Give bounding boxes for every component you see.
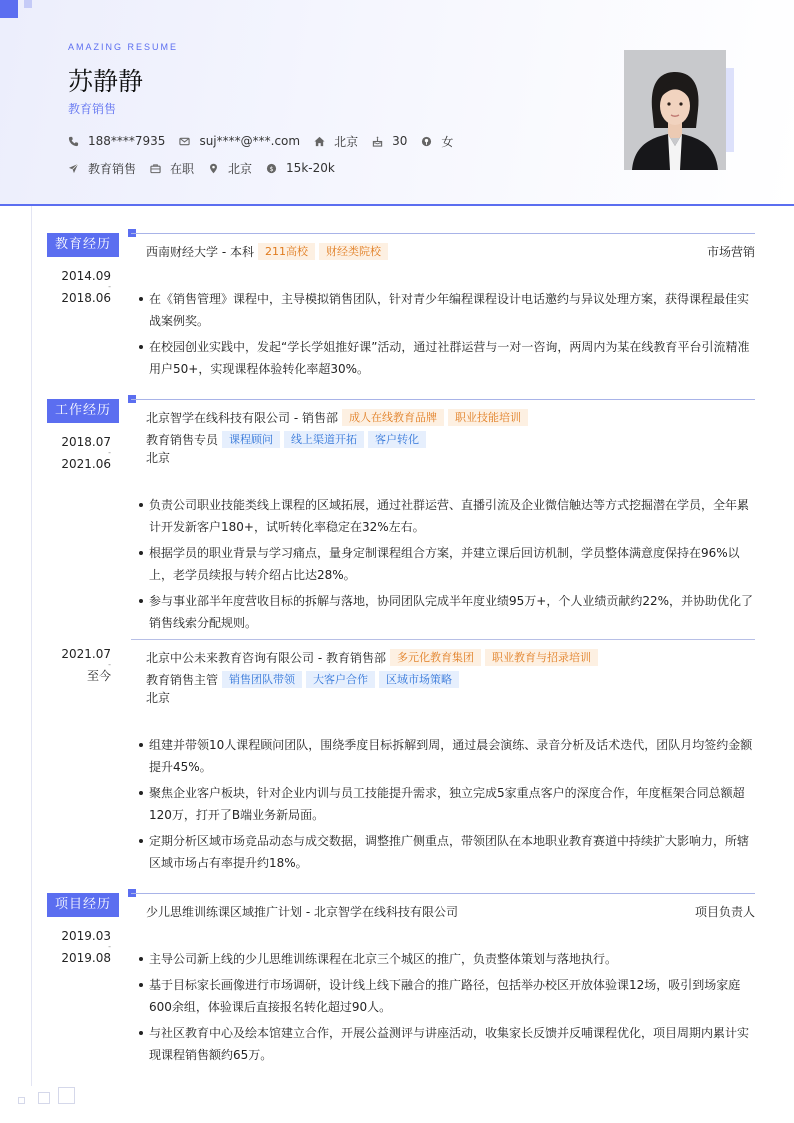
list-item: 组建并带领10人课程顾问团队，围绕季度目标拆解到周，通过晨会演练、录音分析及话术迭代，团队月均签约金额提升45%。 (136, 734, 756, 778)
position-tag: 线上渠道开拓 (284, 431, 364, 448)
list-item: 负责公司职业技能类线上课程的区域拓展，通过社群运营、直播引流及企业微信触达等方式挖掘潜在学员，全年累计开发新客户180+，试听转化率稳定在32%左右。 (136, 494, 756, 538)
position-name: 教育销售专员 (146, 432, 219, 447)
section-divider (131, 399, 755, 400)
intent-job-item (68, 160, 136, 176)
school-tag: 211高校 (258, 243, 315, 260)
job-date (47, 434, 111, 472)
section-divider (131, 893, 755, 894)
mail-icon (179, 136, 190, 147)
phone-item (68, 133, 165, 149)
list-item: 聚焦企业客户板块，针对企业内训与员工技能提升需求，独立完成5家重点客户的深度合作，年度框架合同总额超120万，打开了B端业务新局面。 (136, 782, 756, 826)
date-end: 2018.06 (61, 291, 111, 305)
list-item: 主导公司新上线的少儿思维训练课程在北京三个城区的推广，负责整体策划与落地执行。 (136, 948, 756, 970)
section-title-work: 工作经历 (47, 399, 119, 423)
date-end: 至今 (86, 669, 111, 683)
position-tag: 课程顾问 (222, 431, 280, 448)
list-item: 定期分析区域市场竞品动态与成交数据，调整推广侧重点，带领团队在本地职业教育赛道中持续扩大影响力，所辖区域市场占有率提升约18%。 (136, 830, 756, 874)
education-bullets (136, 288, 756, 384)
project-name: 少儿思维训练课区域推广计划 - 北京智学在线科技有限公司 (146, 904, 458, 919)
decor-outline-square (58, 1087, 75, 1104)
date-end: 2021.06 (61, 457, 111, 471)
intent-row (68, 160, 349, 176)
city-item (314, 133, 358, 149)
decor-outline-square (18, 1097, 25, 1104)
date-separator: - (108, 282, 111, 291)
briefcase-icon (150, 163, 161, 174)
list-item: 在校园创业实践中，发起“学长学姐推好课”活动，通过社群运营与一对一咨询，两周内为某在线教育平台引流精准用户50+，实现课程体验转化率超30%。 (136, 336, 756, 380)
portrait-illustration (624, 50, 726, 170)
date-start: 2018.07 (61, 435, 111, 449)
intent-salary-item (266, 160, 335, 176)
section-divider (131, 233, 755, 234)
job-date (47, 646, 111, 684)
project-bullets (136, 948, 756, 1070)
company-tag: 职业教育与招录培训 (485, 649, 598, 666)
candidate-title: 教育销售 (68, 102, 117, 116)
position-tag: 销售团队带领 (222, 671, 302, 688)
money-icon (266, 163, 277, 174)
company-name: 北京中公未来教育咨询有限公司 - 教育销售部 (146, 650, 386, 665)
profile-photo (624, 50, 726, 170)
company-tag: 职业技能培训 (448, 409, 528, 426)
section-title-education: 教育经历 (47, 233, 119, 257)
intent-job-value: 教育销售 (88, 161, 137, 176)
resume-header (0, 0, 794, 206)
major: 市场营销 (706, 244, 755, 259)
phone-value: 188****7935 (88, 134, 166, 148)
position-tag: 区域市场策略 (379, 671, 459, 688)
school-name: 西南财经大学 - 本科 (146, 244, 254, 259)
job-bullets (136, 494, 756, 638)
section-title-project: 项目经历 (47, 893, 119, 917)
profile-photo-frame (624, 50, 734, 170)
phone-icon (68, 136, 79, 147)
gender-item (421, 133, 453, 149)
svg-text:$: $ (269, 164, 274, 173)
company-name: 北京智学在线科技有限公司 - 销售部 (146, 410, 338, 425)
job-city: 北京 (146, 691, 171, 705)
job-city: 北京 (146, 451, 171, 465)
school-tag: 财经类院校 (319, 243, 388, 260)
home-icon (314, 136, 325, 147)
candidate-name: 苏静静 (68, 67, 144, 96)
position-name: 教育销售主管 (146, 672, 219, 687)
intent-status-value: 在职 (170, 161, 195, 176)
education-date (47, 268, 111, 306)
date-separator: - (108, 660, 111, 669)
date-end: 2019.08 (61, 951, 111, 965)
position-tag: 客户转化 (368, 431, 426, 448)
email-item (179, 133, 300, 149)
job-company-row (146, 648, 755, 666)
company-tag: 多元化教育集团 (390, 649, 481, 666)
list-item: 基于目标家长画像进行市场调研，设计线上线下融合的推广路径，包括举办校区开放体验课12场，吸引到场家庭600余组，体验课后直接报名转化超过90人。 (136, 974, 756, 1018)
age-item (372, 133, 407, 149)
cake-icon (372, 136, 383, 147)
project-date (47, 928, 111, 966)
brand-label: AMAZING RESUME (68, 42, 179, 52)
send-icon (68, 163, 79, 174)
intent-salary-value: 15k-20k (286, 161, 335, 175)
age-value: 30 (392, 134, 408, 148)
job-divider (131, 639, 755, 640)
email-value: suj****@***.com (199, 134, 301, 148)
project-head (146, 902, 755, 920)
education-head (146, 242, 755, 260)
list-item: 在《销售管理》课程中，主导模拟销售团队，针对青少年编程课程设计电话邀约与异议处理方案，获得课程最佳实战案例奖。 (136, 288, 756, 332)
date-start: 2021.07 (61, 647, 111, 661)
job-position-row (146, 670, 755, 688)
date-separator: - (108, 942, 111, 951)
timeline-rail (31, 206, 32, 1086)
position-tag: 大客户合作 (306, 671, 375, 688)
company-tag: 成人在线教育品牌 (342, 409, 444, 426)
gender-value: 女 (441, 134, 454, 149)
list-item: 参与事业部半年度营收目标的拆解与落地，协同团队完成半年度业绩95万+，个人业绩贡献约22%，并协助优化了销售线索分配规则。 (136, 590, 756, 634)
project-role: 项目负责人 (694, 904, 755, 919)
job-bullets (136, 734, 756, 878)
date-start: 2014.09 (61, 269, 111, 283)
intent-location-item (208, 160, 252, 176)
intent-status-item (150, 160, 194, 176)
decor-outline-square (38, 1092, 50, 1104)
location-pin-icon (208, 163, 219, 174)
gender-icon (421, 136, 432, 147)
list-item: 与社区教育中心及绘本馆建立合作，开展公益测评与讲座活动，收集家长反馈并反哺课程优化，项目周期内累计实现课程销售额约65万。 (136, 1022, 756, 1066)
decor-square-small (24, 0, 32, 8)
date-separator: - (108, 448, 111, 457)
decor-square (0, 0, 18, 18)
intent-location-value: 北京 (228, 161, 253, 176)
list-item: 根据学员的职业背景与学习痛点，量身定制课程组合方案，并建立课后回访机制，学员整体满意度保持在96%以上，老学员续报与转介绍占比达28%。 (136, 542, 756, 586)
city-value: 北京 (334, 134, 359, 149)
contact-row (68, 133, 467, 149)
job-position-row (146, 430, 755, 448)
job-company-row (146, 408, 755, 426)
date-start: 2019.03 (61, 929, 111, 943)
